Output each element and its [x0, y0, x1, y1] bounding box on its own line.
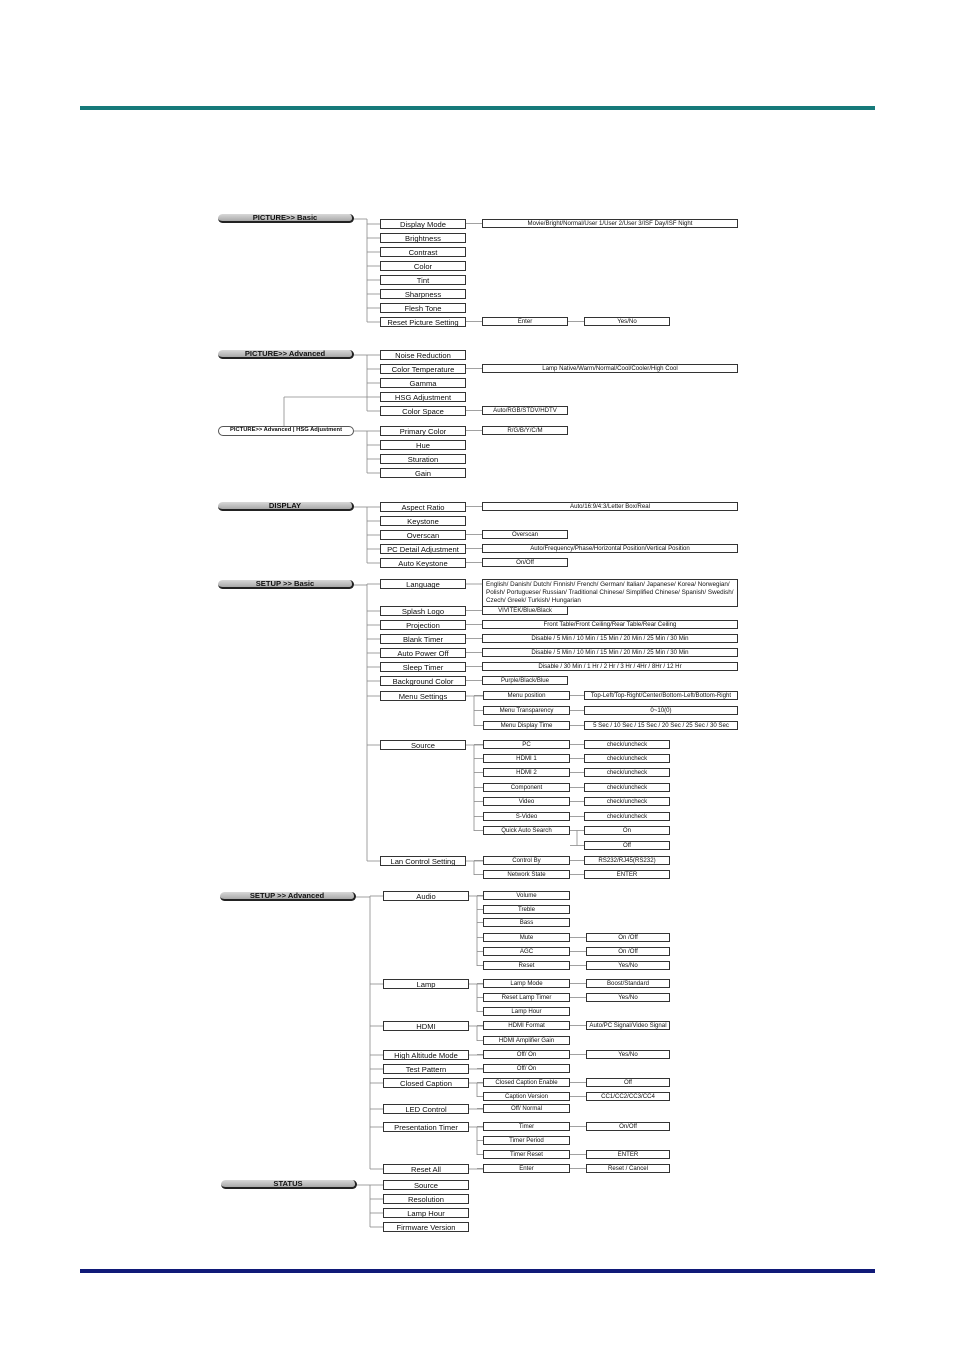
submenu-item: Timer Period	[483, 1136, 570, 1145]
submenu-item: Lamp Hour	[483, 1007, 570, 1016]
option-box: Yes/No	[584, 317, 670, 326]
menu-item: Lamp	[383, 979, 469, 989]
section-header: PICTURE>> Basic	[218, 214, 354, 223]
menu-item: Menu Settings	[380, 691, 466, 701]
menu-item: Display Mode	[380, 219, 466, 229]
option-box: Boost/Standard	[586, 979, 670, 988]
submenu-item: Network State	[483, 870, 570, 879]
menu-item: Gamma	[380, 378, 466, 388]
menu-item: Firmware Version	[383, 1222, 469, 1232]
option-box: Top-Left/Top-Right/Center/Bottom-Left/Bottom-Right	[584, 691, 738, 700]
menu-item: Audio	[383, 891, 469, 901]
option-box: Reset / Cancel	[586, 1164, 670, 1173]
submenu-item: Timer	[483, 1122, 570, 1131]
menu-item: Color Temperature	[380, 364, 466, 374]
menu-item: Source	[380, 740, 466, 750]
submenu-item: Enter	[483, 1164, 570, 1173]
submenu-item: S-Video	[483, 812, 570, 821]
menu-item: Color Space	[380, 406, 466, 416]
menu-item: Flesh Tone	[380, 303, 466, 313]
option-box: Front Table/Front Ceiling/Rear Table/Rear Ceiling	[482, 620, 738, 629]
submenu-item: HDMI 1	[483, 754, 570, 763]
option-box: check/uncheck	[584, 797, 670, 806]
section-header: DISPLAY	[218, 502, 354, 511]
option-box: On	[584, 826, 670, 835]
menu-item: Auto Power Off	[380, 648, 466, 658]
submenu-item: Off/ On	[483, 1050, 570, 1059]
option-box: Purple/Black/Blue	[482, 676, 568, 685]
menu-item: Hue	[380, 440, 466, 450]
submenu-item: Reset	[483, 961, 570, 970]
menu-item: Test Pattern	[383, 1064, 469, 1074]
option-box: Overscan	[482, 530, 568, 539]
submenu-item: Caption Version	[483, 1092, 570, 1101]
option-box: check/uncheck	[584, 812, 670, 821]
menu-item: Lamp Hour	[383, 1208, 469, 1218]
menu-item: Background Color	[380, 676, 466, 686]
option-box: Yes/No	[586, 1050, 670, 1059]
submenu-item: HDMI Format	[483, 1021, 570, 1030]
submenu-item: Timer Reset	[483, 1150, 570, 1159]
submenu-item: Volume	[483, 891, 570, 900]
menu-item: Keystone	[380, 516, 466, 526]
submenu-item: AGC	[483, 947, 570, 956]
menu-item: Presentation Timer	[383, 1122, 469, 1132]
menu-item: Splash Logo	[380, 606, 466, 616]
menu-item: Lan Control Setting	[380, 856, 466, 866]
option-box: 5 Sec / 10 Sec / 15 Sec / 20 Sec / 25 Sec / 30 Sec	[584, 721, 738, 730]
submenu-item: Off/ On	[483, 1064, 570, 1073]
submenu-item: Closed Caption Enable	[483, 1078, 570, 1087]
menu-item: Language	[380, 579, 466, 589]
submenu-item: Quick Auto Search	[483, 826, 570, 835]
submenu-item: Menu Display Time	[483, 721, 570, 730]
menu-item: HSG Adjustment	[380, 392, 466, 402]
option-box: Disable / 5 Min / 10 Min / 15 Min / 20 Min / 25 Min / 30 Min	[482, 634, 738, 643]
option-box: Yes/No	[586, 993, 670, 1002]
section-header: PICTURE>> Advanced	[218, 350, 354, 359]
menu-item: Projection	[380, 620, 466, 630]
menu-item: Brightness	[380, 233, 466, 243]
option-box: Auto/Frequency/Phase/Horizontal Position/Vertical Position	[482, 544, 738, 553]
option-box: R/G/B/Y/C/M	[482, 426, 568, 435]
option-box: Auto/16:9/4:3/Letter Box/Real	[482, 502, 738, 511]
option-box: Off	[584, 841, 670, 850]
menu-item: Gain	[380, 468, 466, 478]
menu-item: HDMI	[383, 1021, 469, 1031]
submenu-item: Component	[483, 783, 570, 792]
footer-rule	[80, 1269, 875, 1273]
option-box: English/ Danish/ Dutch/ Finnish/ French/ German/ Italian/ Japanese/ Korea/ Norwegian/ Polish/ Portuguese/ Russian/ Traditional Chinese/ Simplified Chinese/ Spanish/ Swedish/ Czech/ Greek/ Turkish/ Hungarian	[482, 579, 738, 607]
option-box: Disable / 5 Min / 10 Min / 15 Min / 20 Min / 25 Min / 30 Min	[482, 648, 738, 657]
menu-item: Reset Picture Setting	[380, 317, 466, 327]
menu-item: High Altitude Mode	[383, 1050, 469, 1060]
menu-item: PC Detail Adjustment	[380, 544, 466, 554]
menu-item: Auto Keystone	[380, 558, 466, 568]
menu-item: Reset All	[383, 1164, 469, 1174]
option-box: On/Off	[586, 1122, 670, 1131]
menu-item: Tint	[380, 275, 466, 285]
option-box: check/uncheck	[584, 783, 670, 792]
section-header: SETUP >> Basic	[218, 580, 354, 589]
menu-item: Blank Timer	[380, 634, 466, 644]
submenu-item: Menu Transparency	[483, 706, 570, 715]
option-box: check/uncheck	[584, 740, 670, 749]
menu-item: Resolution	[383, 1194, 469, 1204]
submenu-item: Reset Lamp Timer	[483, 993, 570, 1002]
option-box: Yes/No	[586, 961, 670, 970]
menu-item: Sleep Timer	[380, 662, 466, 672]
submenu-item: Bass	[483, 918, 570, 927]
option-box: CC1/CC2/CC3/CC4	[586, 1092, 670, 1101]
section-header: PICTURE>> Advanced | HSG Adjustment	[218, 426, 354, 436]
option-box: Disable / 30 Min / 1 Hr / 2 Hr / 3 Hr / 4Hr / 8Hr / 12 Hr	[482, 662, 738, 671]
submenu-item: Lamp Mode	[483, 979, 570, 988]
submenu-item: Off/ Normal	[483, 1104, 570, 1113]
menu-item: Noise Reduction	[380, 350, 466, 360]
menu-item: Sharpness	[380, 289, 466, 299]
submenu-item: Mute	[483, 933, 570, 942]
menu-item: Primary Color	[380, 426, 466, 436]
submenu-item: Menu position	[483, 691, 570, 700]
option-box: ENTER	[586, 1150, 670, 1159]
option-box: check/uncheck	[584, 754, 670, 763]
submenu-item: Control By	[483, 856, 570, 865]
menu-item: Closed Caption	[383, 1078, 469, 1088]
option-box: Enter	[482, 317, 568, 326]
option-box: 0~10(0)	[584, 706, 738, 715]
option-box: check/uncheck	[584, 768, 670, 777]
option-box: On/Off	[482, 558, 568, 567]
submenu-item: Video	[483, 797, 570, 806]
option-box: On /Off	[586, 933, 670, 942]
menu-item: Aspect Ratio	[380, 502, 466, 512]
menu-item: Color	[380, 261, 466, 271]
option-box: VIVITEK/Blue/Black	[482, 606, 568, 615]
option-box: Movie/Bright/Normal/User 1/User 2/User 3/ISF Day/ISF Night	[482, 219, 738, 228]
option-box: ENTER	[584, 870, 670, 879]
option-box: On /Off	[586, 947, 670, 956]
menu-item: LED Control	[383, 1104, 469, 1114]
menu-item: Contrast	[380, 247, 466, 257]
menu-item: Sturation	[380, 454, 466, 464]
option-box: Lamp Native/Warm/Normal/Cool/Cooler/High Cool	[482, 364, 738, 373]
section-header: STATUS	[221, 1180, 357, 1189]
submenu-item: PC	[483, 740, 570, 749]
submenu-item: Treble	[483, 905, 570, 914]
option-box: Auto/PC Signal/Video Signal	[586, 1021, 670, 1030]
option-box: Auto/RGB/STDV/HDTV	[482, 406, 568, 415]
menu-item: Overscan	[380, 530, 466, 540]
menu-item: Source	[383, 1180, 469, 1190]
option-box: Off	[586, 1078, 670, 1087]
submenu-item: HDMI 2	[483, 768, 570, 777]
section-header: SETUP >> Advanced	[220, 892, 356, 901]
option-box: RS232/RJ45(RS232)	[584, 856, 670, 865]
submenu-item: HDMI Amplifier Gain	[483, 1036, 570, 1045]
